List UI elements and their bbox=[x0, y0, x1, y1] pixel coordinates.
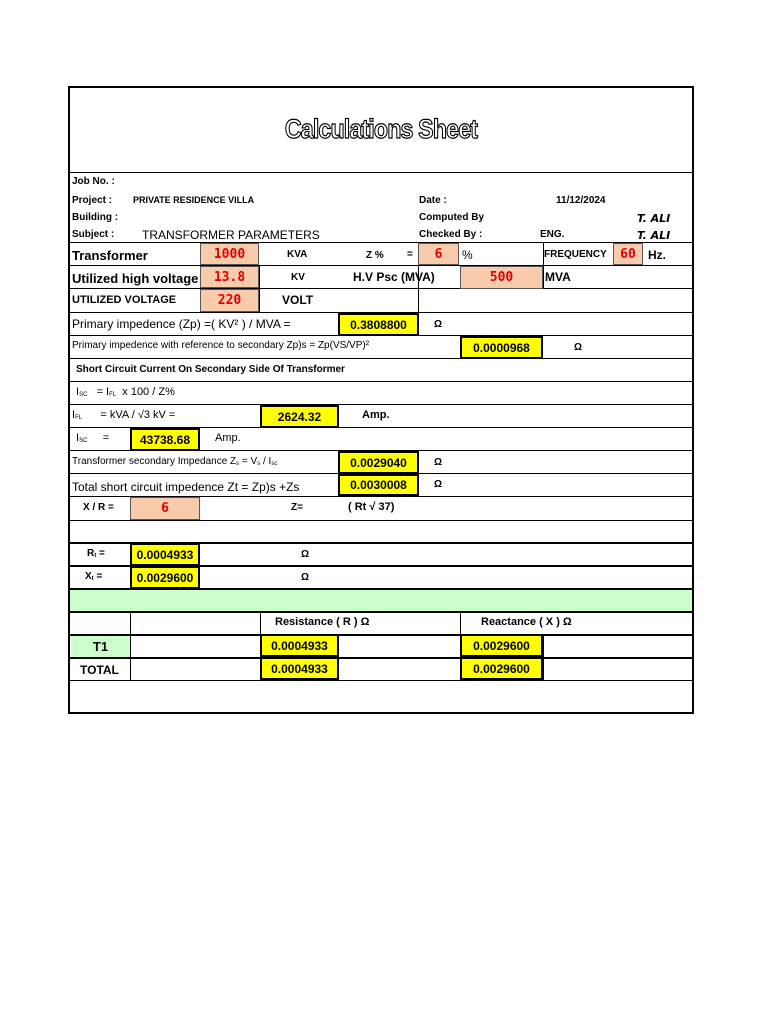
zp-label: Primary impedence (Zp) =( KV² ) / MVA = bbox=[72, 317, 291, 331]
t1-reactance: 0.0029600 bbox=[460, 634, 543, 657]
zt-ohm: Ω bbox=[434, 479, 443, 490]
rt-formula: ( Rt √ 37) bbox=[348, 501, 395, 513]
transformer-kva-input[interactable]: 1000 bbox=[200, 243, 259, 265]
isc-value: 43738.68 bbox=[130, 428, 200, 451]
percent-unit: % bbox=[462, 248, 473, 262]
resistance-header: Resistance ( R ) Ω bbox=[275, 616, 370, 628]
rt-ohm: Ω bbox=[301, 549, 310, 560]
date-value: 11/12/2024 bbox=[556, 195, 606, 206]
isc-label: $I_{SC}$ = bbox=[76, 432, 110, 444]
isc-formula: $I_{SC}$ = $I_{FL}$ x 100 / Z% bbox=[76, 386, 175, 398]
rt-label: $R_t$ = bbox=[87, 548, 105, 559]
hz-unit: Hz. bbox=[648, 248, 666, 262]
subject-label: Subject : bbox=[72, 229, 115, 240]
transformer-label: Transformer bbox=[72, 248, 148, 263]
total-reactance: 0.0029600 bbox=[460, 657, 543, 680]
xr-input[interactable]: 6 bbox=[130, 497, 200, 520]
sc-heading: Short Circuit Current On Secondary Side Of Transformer bbox=[76, 364, 345, 375]
hv-label: Utilized high voltage bbox=[72, 271, 199, 286]
row-divider bbox=[70, 634, 692, 636]
col-divider bbox=[259, 265, 260, 312]
checked-by-value: T. ALI bbox=[637, 229, 671, 242]
frequency-input[interactable]: 60 bbox=[613, 243, 643, 265]
row-divider bbox=[70, 242, 692, 243]
kv-unit: KV bbox=[291, 272, 305, 283]
date-label: Date : bbox=[419, 195, 447, 206]
ifl-amp: Amp. bbox=[362, 409, 390, 421]
row-divider bbox=[70, 381, 692, 382]
xt-value: 0.0029600 bbox=[130, 566, 200, 589]
computed-by-value: T. ALI bbox=[637, 212, 671, 225]
row-divider bbox=[70, 657, 692, 659]
isc-amp: Amp. bbox=[215, 432, 241, 444]
uv-input[interactable]: 220 bbox=[200, 289, 259, 312]
zs-label: Transformer secondary Impedance $Z_s = V_s / I_{sc}$ bbox=[72, 456, 278, 467]
zs-ohm: Ω bbox=[434, 457, 443, 468]
volt-unit: VOLT bbox=[282, 293, 314, 307]
project-value: PRIVATE RESIDENCE VILLA bbox=[133, 195, 255, 205]
z-eq-label: Z= bbox=[291, 502, 303, 513]
zt-label: Total short circuit impedence Zt = Zp)s +Zs bbox=[72, 480, 300, 494]
row-divider bbox=[70, 520, 692, 521]
zt-value: 0.0030008 bbox=[338, 474, 419, 496]
t1-resistance: 0.0004933 bbox=[260, 634, 339, 657]
row-divider bbox=[70, 611, 692, 613]
job-no-label: Job No. : bbox=[72, 176, 115, 187]
z-percent-input[interactable]: 6 bbox=[418, 243, 459, 265]
zp-ohm: Ω bbox=[434, 319, 443, 330]
mva-unit: MVA bbox=[545, 270, 571, 284]
z-percent-label: Z % bbox=[366, 250, 384, 261]
ifl-value: 2624.32 bbox=[260, 405, 339, 428]
zs-value: 0.0029040 bbox=[338, 451, 419, 474]
z-equals: = bbox=[407, 249, 413, 260]
zp-value: 0.3808800 bbox=[338, 313, 419, 336]
row-label-total: TOTAL bbox=[80, 663, 119, 677]
zps-ohm: Ω bbox=[574, 342, 583, 353]
row-label-t1: T1 bbox=[71, 636, 130, 657]
row-divider bbox=[70, 358, 692, 359]
zps-label: Primary impedence with reference to secondary Zp)s = Zp(VS/VP)² bbox=[72, 340, 370, 351]
ifl-formula: $I_{FL}$ = kVA / √3 kV = bbox=[72, 409, 176, 421]
project-label: Project : bbox=[72, 195, 113, 206]
xt-label: $X_t$ = bbox=[85, 571, 103, 582]
calculation-sheet bbox=[68, 86, 694, 714]
xr-label: X / R = bbox=[83, 502, 114, 513]
reactance-header: Reactance ( X ) Ω bbox=[481, 616, 572, 628]
total-resistance: 0.0004933 bbox=[260, 657, 339, 680]
hv-psc-label: H.V Psc (MVA) bbox=[353, 270, 435, 284]
hv-input[interactable]: 13.8 bbox=[200, 266, 259, 288]
rt-value: 0.0004933 bbox=[130, 543, 200, 566]
zps-value: 0.0000968 bbox=[460, 336, 543, 359]
hv-psc-input[interactable]: 500 bbox=[460, 266, 543, 289]
building-label: Building : bbox=[72, 212, 119, 223]
col-divider bbox=[543, 634, 544, 680]
computed-by-label: Computed By bbox=[419, 212, 484, 223]
row-divider bbox=[70, 288, 692, 289]
row-divider bbox=[70, 680, 692, 681]
checked-by-eng: ENG. bbox=[540, 229, 565, 240]
sheet-title: Calculations Sheet bbox=[284, 114, 478, 144]
row-divider bbox=[70, 172, 692, 173]
kva-unit: KVA bbox=[287, 249, 308, 260]
separator-band bbox=[70, 590, 692, 611]
col-divider bbox=[130, 611, 131, 680]
row-divider bbox=[70, 404, 692, 405]
row-divider bbox=[70, 265, 692, 266]
uv-label: UTILIZED VOLTAGE bbox=[72, 294, 177, 306]
subject-value: TRANSFORMER PARAMETERS bbox=[142, 228, 320, 242]
frequency-label: FREQUENCY bbox=[544, 249, 607, 260]
checked-by-label: Checked By : bbox=[419, 229, 483, 240]
xt-ohm: Ω bbox=[301, 572, 310, 583]
